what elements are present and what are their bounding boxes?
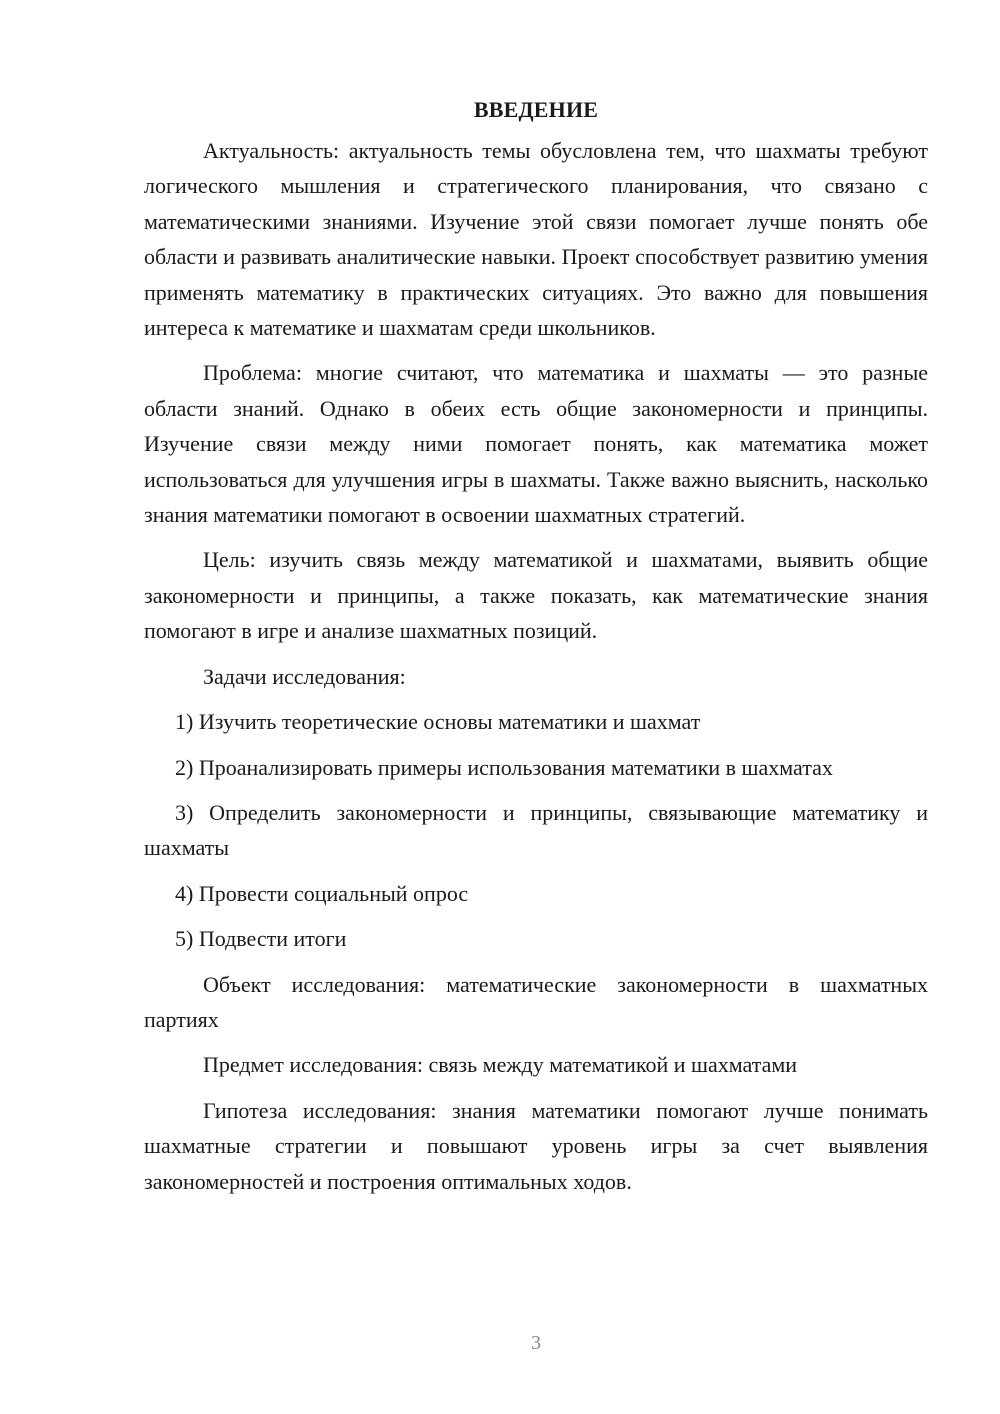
goal-paragraph: Цель: изучить связь между математикой и шахматами, выявить общие закономерности и принципы, а также показать, как математические знания помогают в игре и анализе шахматных позиций.: [144, 547, 928, 644]
task-item: 1) Изучить теоретические основы математики и шахмат: [175, 709, 701, 735]
page-number: 3: [531, 1332, 541, 1354]
page-title: ВВЕДЕНИЕ: [473, 97, 599, 122]
problem-paragraph: Проблема: многие считают, что математика и шахматы — это разные области знаний. Однако в обеих есть общие закономерности и принципы. Изучение связи между ними помогает понять, как математика может использоваться для улучшения игры в шахматы. Также важно выяснить, насколько знания математики помогают в освоении шахматных стратегий.: [144, 360, 928, 528]
object-paragraph: Объект исследования: математические закономерности в шахматных партиях: [144, 971, 928, 1032]
tasks-heading: Задачи исследования:: [203, 663, 406, 689]
subject-paragraph: Предмет исследования: связь между математикой и шахматами: [203, 1052, 798, 1078]
task-item: 3) Определить закономерности и принципы, связывающие математику и шахматы: [144, 799, 928, 861]
task-item: 5) Подвести итоги: [175, 926, 347, 952]
task-item: 4) Провести социальный опрос: [175, 880, 469, 906]
hypothesis-paragraph: Гипотеза исследования: знания математики помогают лучше понимать шахматные стратегии и повышают уровень игры за счет выявления закономерностей и построения оптимальных ходов.: [144, 1097, 928, 1194]
relevance-paragraph: Актуальность: актуальность темы обусловлена тем, что шахматы требуют логического мышления и стратегического планирования, что связано с математическими знаниями. Изучение этой связи помогает лучше понять обе области и развивать аналитические навыки. Проект способствует развитию умения применять математику в практических ситуациях. Это важно для повышения интереса к математике и шахматам среди школьников.: [144, 138, 928, 341]
page-content: [144, 92, 928, 1209]
task-item: 2) Проанализировать примеры использования математики в шахматах: [175, 754, 833, 780]
